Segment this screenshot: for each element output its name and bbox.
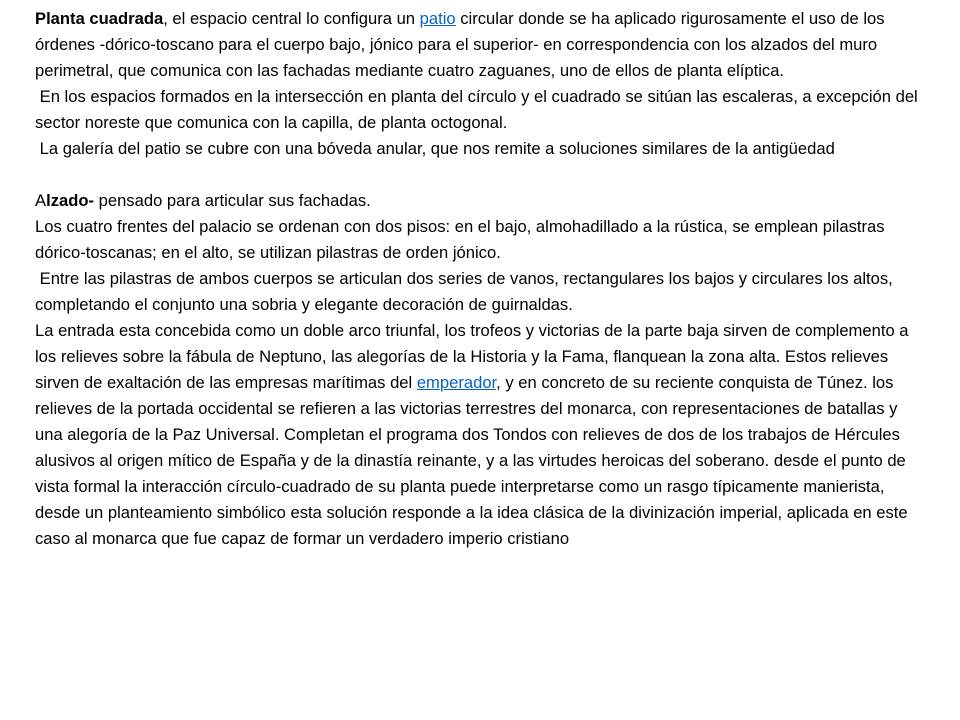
alzado-initial: A <box>35 191 47 210</box>
paragraph-frentes: Los cuatro frentes del palacio se ordenan con dos pisos: en el bajo, almohadillado a la rústica, se emplean pilastras dórico-toscanas; en el alto, se utilizan pilastras de orden jónico. <box>35 217 885 262</box>
paragraph-entrada <box>35 318 926 552</box>
paragraph-pilastras: Entre las pilastras de ambos cuerpos se articulan dos series de vanos, rectangulares los bajos y circulares los altos, completando el conjunto una sobria y elegante decoración de guirnaldas. <box>35 269 898 314</box>
paragraph-planta-text-b: circular donde se ha aplicado rigurosamente el uso de los órdenes -dórico-toscano para el cuerpo bajo, jónico para el superior- en correspondencia con los alzados del muro perimetral, que comunica con las fachadas mediante cuatro zaguanes, uno de ellos de planta elíptica. <box>35 9 885 80</box>
paragraph-planta <box>35 6 926 84</box>
alzado-text: pensado para articular sus fachadas. <box>94 191 371 210</box>
link-emperador[interactable]: emperador <box>416 373 497 392</box>
heading-planta-cuadrada: Planta cuadrada <box>35 9 164 28</box>
paragraph-alzado <box>35 188 926 214</box>
paragraph-entrada-text-a: La entrada esta concebida como un doble arco triunfal, los trofeos y victorias de la parte baja sirven de complemento a los relieves sobre la fábula de Neptuno, las alegorías de la Historia y la Fama, flanquean la zona alta. Estos relieves sirven de exaltación de las empresas marítimas del <box>35 321 909 392</box>
paragraph-galeria: La galería del patio se cubre con una bóveda anular, que nos remite a soluciones similares de la antigüedad <box>35 139 835 158</box>
link-patio[interactable]: patio <box>419 9 456 28</box>
paragraph-escaleras: En los espacios formados en la intersección en planta del círculo y el cuadrado se sitúan las escaleras, a excepción del sector noreste que comunica con la capilla, de planta octogonal. <box>35 87 923 132</box>
paragraph-spacer <box>35 162 926 188</box>
paragraph-entrada-text-b: , y en concreto de su reciente conquista de Túnez. los relieves de la portada occidental se refieren a las victorias terrestres del monarca, con representaciones de batallas y una alegoría de la Paz Universal. Completan el programa dos Tondos con relieves de dos de los trabajos de Hércules alusivos al origen mítico de España y de la dinastía reinante, y a las virtudes heroicas del soberano. desde el punto de vista formal la interacción círculo-cuadrado de su planta puede interpretarse como un rasgo típicamente manierista, desde un planteamiento simbólico esta solución responde a la idea clásica de la divinización imperial, aplicada en este caso al monarca que fue capaz de formar un verdadero imperio cristiano <box>35 373 908 548</box>
heading-alzado: lzado- <box>46 191 95 210</box>
paragraph-planta-text-a: , el espacio central lo configura un <box>163 9 420 28</box>
